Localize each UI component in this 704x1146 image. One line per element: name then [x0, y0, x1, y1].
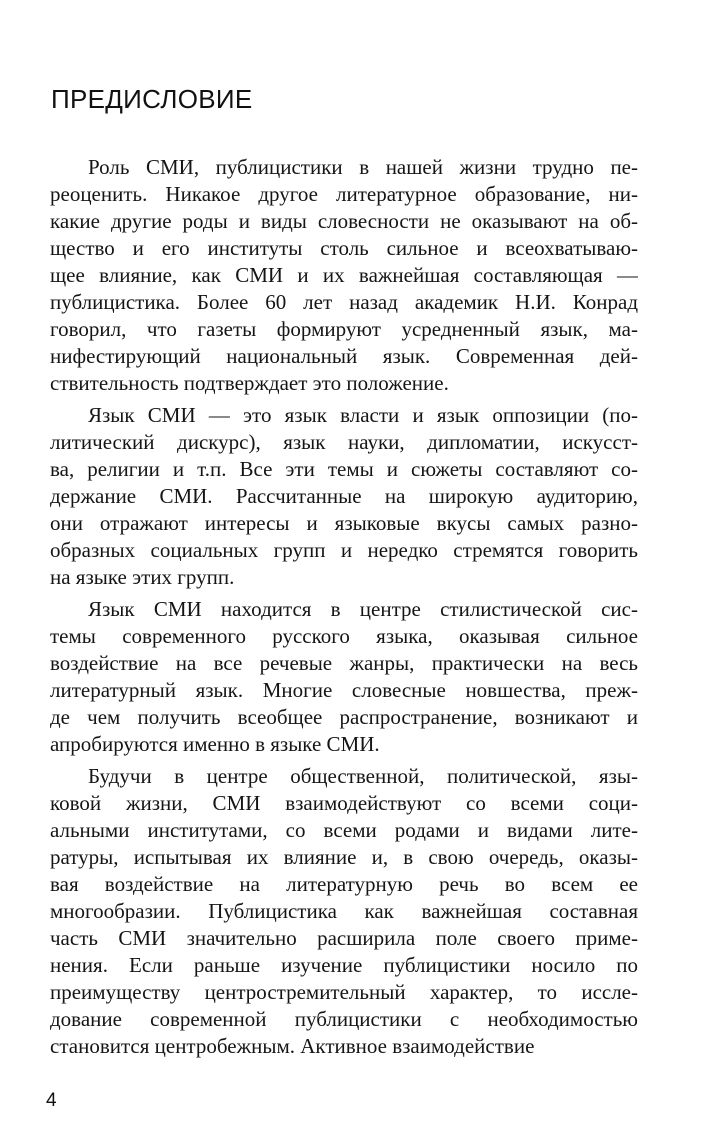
text-line: де чем получить всеобщее распространение, возникают и [50, 705, 638, 729]
text-line: они отражают интересы и языковые вкусы самых разно- [50, 511, 638, 535]
text-line: преимуществу центростремительный характер, то иссле- [50, 980, 638, 1004]
text-line: дование современной публицистики с необходимостью [50, 1007, 638, 1031]
text-line: щество и его институты столь сильное и всеохватываю- [50, 236, 638, 260]
paragraph [50, 154, 638, 397]
text-line: становится центробежным. Активное взаимодействие [50, 1034, 535, 1058]
text-line: говорил, что газеты формируют усредненный язык, ма- [50, 317, 638, 341]
text-line: нения. Если раньше изучение публицистики носило по [50, 953, 638, 977]
text-line: альными институтами, со всеми родами и видами лите- [50, 818, 638, 842]
text-line: на языке этих групп. [50, 565, 235, 589]
text-line: вая воздействие на литературную речь во всем ее [50, 872, 638, 896]
text-line: образных социальных групп и нередко стремятся говорить [50, 538, 638, 562]
text-line: апробируются именно в языке СМИ. [50, 732, 380, 756]
text-line: Язык СМИ — это язык власти и язык оппозиции (по- [88, 403, 638, 427]
text-line: нифестирующий национальный язык. Современная дей- [50, 344, 638, 368]
preface-body [50, 154, 638, 1060]
text-line: воздействие на все речевые жанры, практически на весь [50, 651, 638, 675]
text-line: Роль СМИ, публицистики в нашей жизни трудно пе- [88, 155, 638, 179]
paragraph [50, 763, 638, 1060]
text-line: держание СМИ. Рассчитанные на широкую аудиторию, [50, 484, 638, 508]
text-line: ковой жизни, СМИ взаимодействуют со всеми соци- [50, 791, 638, 815]
text-line: часть СМИ значительно расширила поле своего приме- [50, 926, 638, 950]
text-line: Язык СМИ находится в центре стилистической сис- [88, 597, 638, 621]
paragraph [50, 402, 638, 591]
text-line: ствительность подтверждает это положение. [50, 371, 449, 395]
text-line: Будучи в центре общественной, политической, язы- [88, 764, 638, 788]
text-line: реоценить. Никакое другое литературное образование, ни- [50, 182, 638, 206]
text-line: литический дискурс), язык науки, дипломатии, искусст- [50, 430, 638, 454]
text-line: какие другие роды и виды словесности не оказывают на об- [50, 209, 638, 233]
paragraph [50, 596, 638, 758]
text-line: литературный язык. Многие словесные новшества, преж- [50, 678, 638, 702]
text-line: щее влияние, как СМИ и их важнейшая составляющая — [50, 263, 638, 287]
text-line: ратуры, испытывая их влияние и, в свою очередь, оказы- [50, 845, 638, 869]
page-number: 4 [46, 1090, 57, 1111]
text-line: многообразии. Публицистика как важнейшая составная [50, 899, 638, 923]
text-line: публицистика. Более 60 лет назад академик Н.И. Конрад [50, 290, 638, 314]
page-heading: ПРЕДИСЛОВИЕ [51, 84, 253, 114]
text-line: темы современного русского языка, оказывая сильное [50, 624, 638, 648]
text-line: ва, религии и т.п. Все эти темы и сюжеты составляют со- [50, 457, 638, 481]
